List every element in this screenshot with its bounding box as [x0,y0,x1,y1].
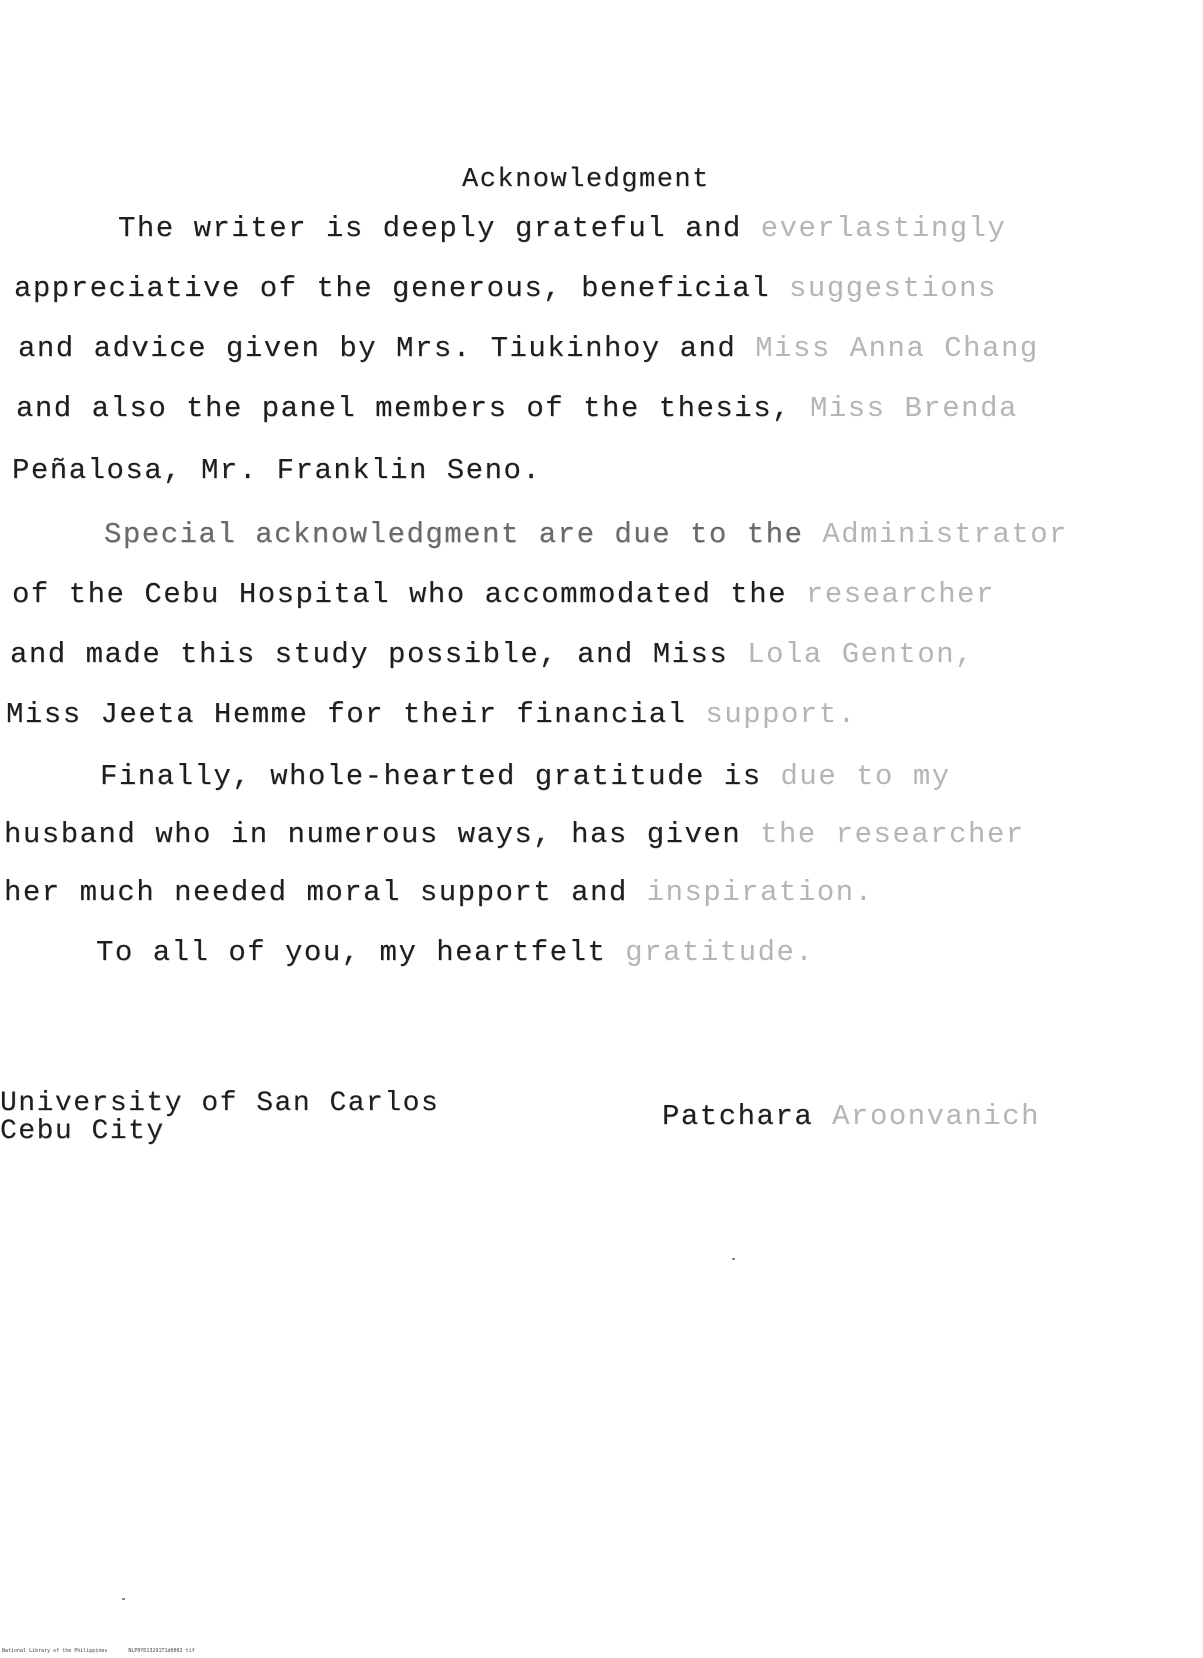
text-faded: gratitude. [625,936,815,969]
text-main: Finally, whole-hearted gratitude is [100,760,762,793]
paragraph-4-line-1 [96,936,814,969]
text-main: and made this study possible, and Miss [10,638,729,671]
scan-speck [122,1598,125,1600]
text-faded: inspiration. [646,876,874,909]
text-main: and advice given by Mrs. Tiukinhoy and [18,332,737,365]
paragraph-1-line-2 [14,272,997,305]
signature-last: Aroonvanich [832,1100,1041,1133]
text-main: Special acknowledgment are due to the [104,518,804,551]
paragraph-2-line-4 [6,698,857,731]
scan-footer [2,1648,213,1654]
text-main: and also the panel members of the thesis, [16,392,792,425]
signature [662,1100,1040,1133]
footer-library: National Library of the Philippines [2,1648,108,1654]
text-main: The writer is deeply grateful and [118,212,742,245]
paragraph-1-line-5 [12,454,541,487]
text-faded: Administrator [822,518,1069,551]
text-main: Miss Jeeta Hemme for their financial [6,698,687,731]
paragraph-3-line-3 [4,876,874,909]
text-main: appreciative of the generous, beneficial [14,272,771,305]
text-main: of the Cebu Hospital who accommodated the [12,578,788,611]
paragraph-2-line-1 [104,518,1068,551]
paragraph-1-line-3 [18,332,1039,365]
text-faded: Miss Anna Chang [755,332,1039,365]
text-faded: Lola Genton, [747,638,975,671]
text-faded: everlastingly [760,212,1007,245]
text-faded: the researcher [760,818,1025,851]
text-main: Peñalosa, Mr. Franklin Seno. [12,454,542,487]
text-faded: suggestions [789,272,997,305]
paragraph-2-line-3 [10,638,974,671]
paragraph-1-line-4 [16,392,1018,425]
text-faded: due to my [780,760,951,793]
text-main: her much needed moral support and [4,876,628,909]
text-faded: researcher [805,578,995,611]
page-title: Acknowledgment [462,165,710,195]
paragraph-3-line-2 [4,818,1025,851]
text-main: husband who in numerous ways, has given [4,818,742,851]
text-main: To all of you, my heartfelt [96,936,607,969]
paragraph-2-line-2 [12,578,995,611]
address-line-1: University of San Carlos [0,1088,440,1119]
scan-speck [732,1258,735,1260]
text-faded: Miss Brenda [809,392,1018,425]
signature-first: Patchara [662,1100,814,1133]
paragraph-1-line-1 [118,212,1006,245]
footer-file: NLP0YD13291T1d0002 tif [128,1648,195,1654]
paragraph-3-line-1 [100,760,951,793]
text-faded: support. [705,698,857,731]
address-line-2: Cebu City [0,1116,165,1147]
